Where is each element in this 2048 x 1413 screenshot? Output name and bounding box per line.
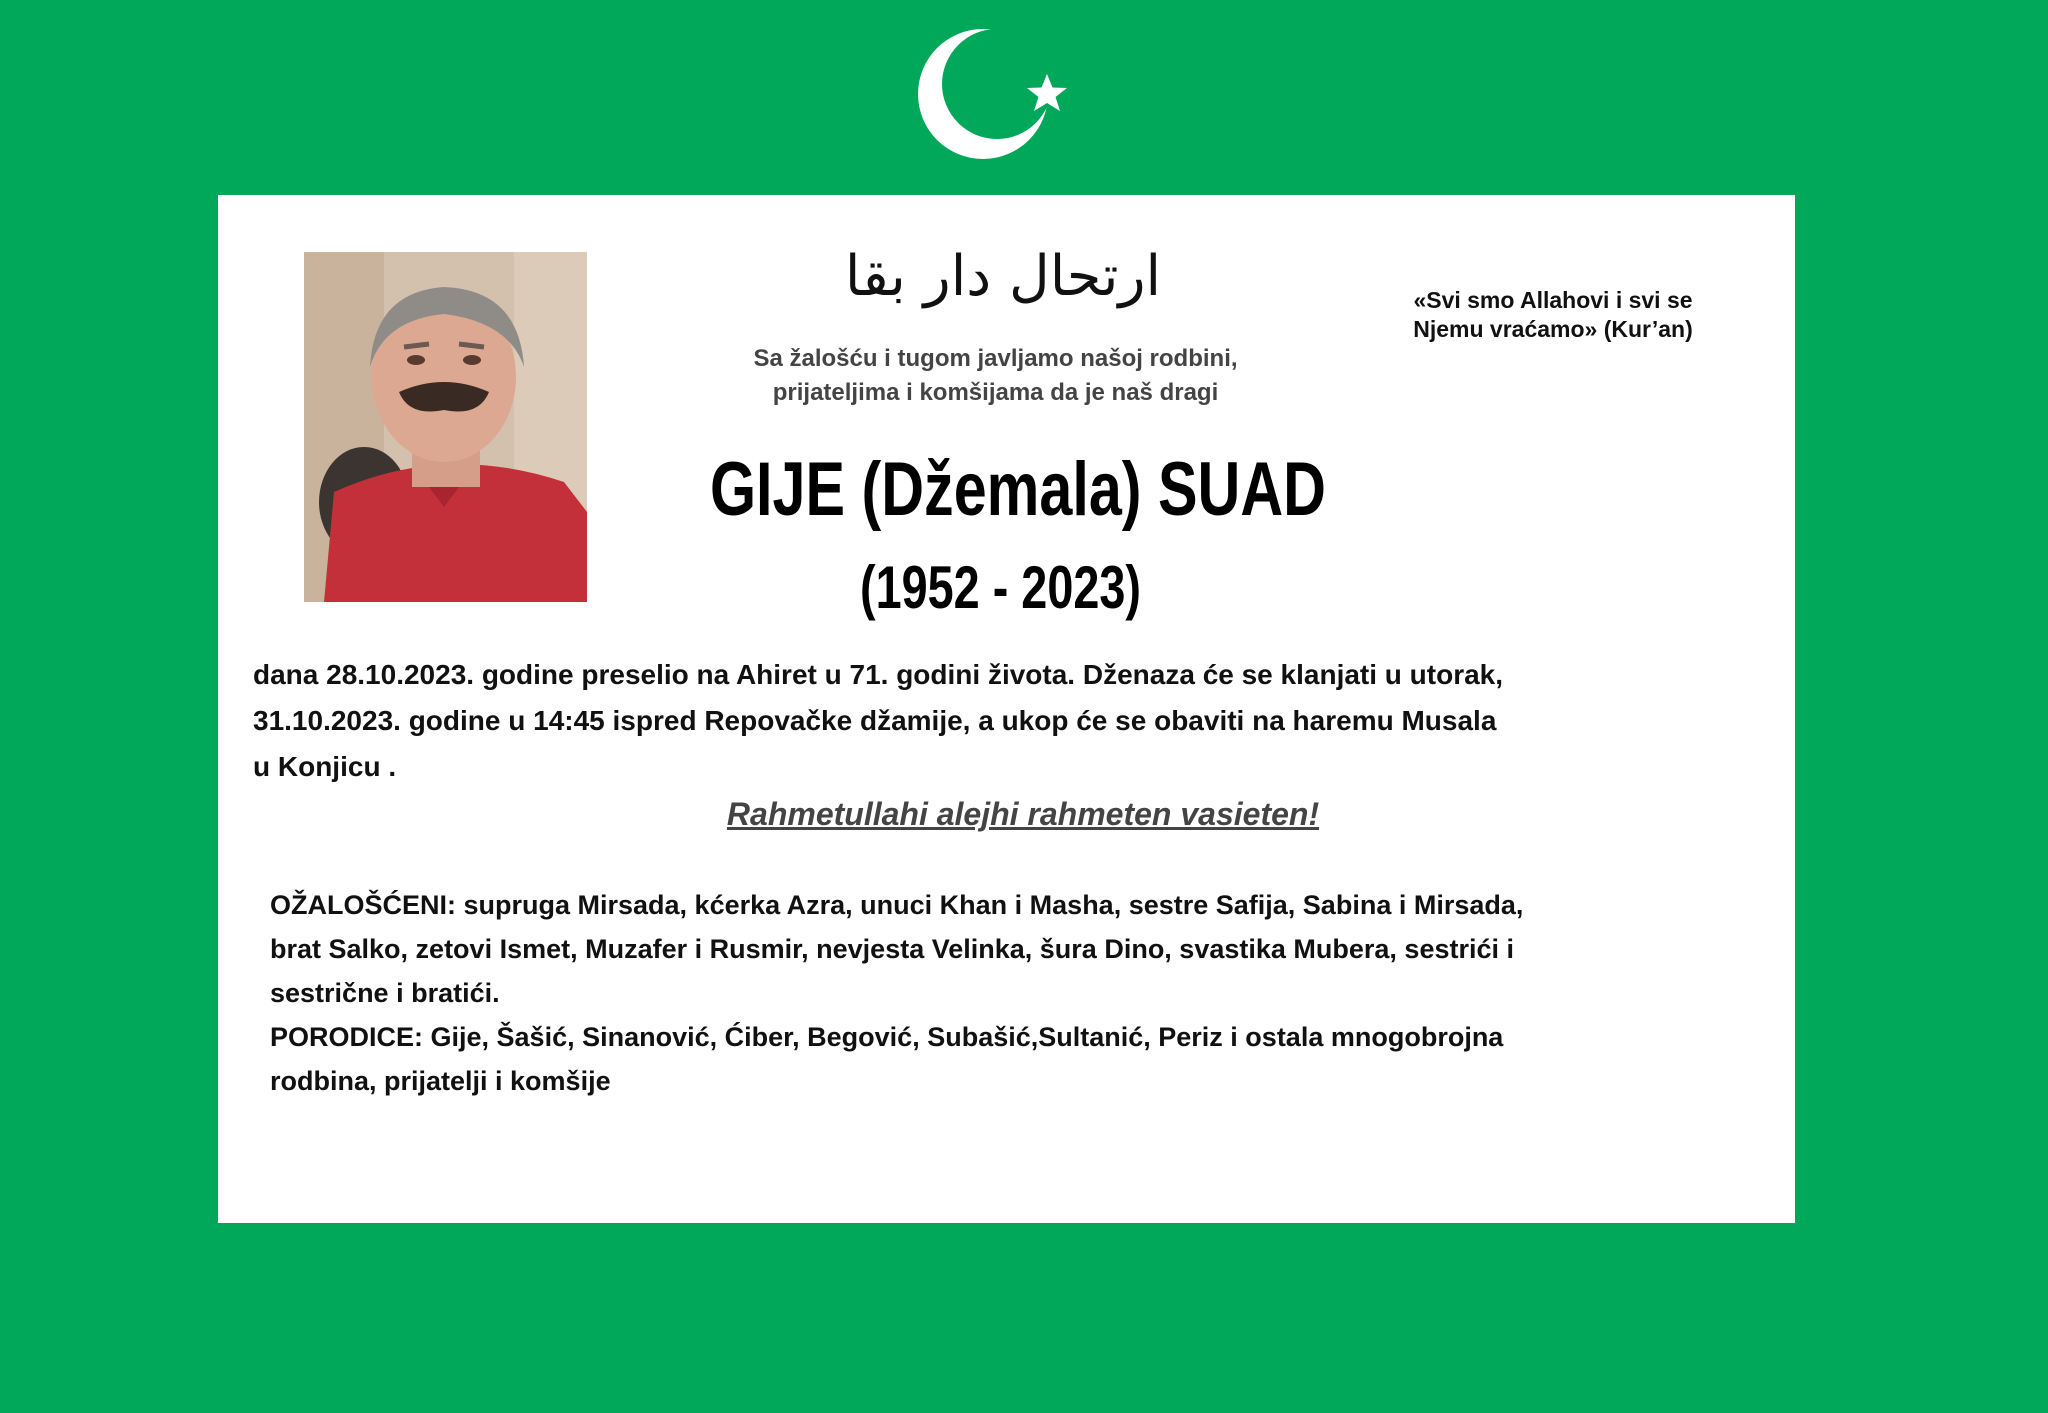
arabic-calligraphy — [844, 225, 1162, 325]
portrait-photo — [304, 252, 587, 602]
quran-quote — [1373, 286, 1733, 344]
announcement-line-1: dana 28.10.2023. godine preselio na Ahiret u 71. godini života. Dženaza će se klanjati u utorak, — [253, 659, 1504, 690]
quote-line-2: Njemu vraćamo» (Kur’an) — [1413, 316, 1693, 342]
mourners-line-3: sestrične i bratići. — [270, 978, 500, 1008]
crescent-star-icon — [915, 22, 1080, 167]
prayer-text: Rahmetullahi alejhi rahmeten vasieten! — [726, 796, 1320, 832]
calligraphy-text: ارتحال دار بقا — [844, 244, 1162, 309]
mourners-line-1: OŽALOŠĆENI: supruga Mirsada, kćerka Azra, unuci Khan i Masha, sestre Safija, Sabina i Mirsada, — [270, 890, 1524, 920]
intro-text — [688, 342, 1303, 410]
mourners-line-4: PORODICE: Gije, Šašić, Sinanović, Ćiber, Begović, Subašić,Sultanić, Periz i ostala mnogobrojna — [270, 1022, 1504, 1052]
announcement-text — [253, 652, 1773, 790]
announcement-line-2: 31.10.2023. godine u 14:45 ispred Repovačke džamije, a ukop će se obaviti na haremu Musala — [253, 705, 1497, 736]
announcement-line-3: u Konjicu . — [253, 751, 397, 782]
obituary-card — [218, 195, 1795, 1223]
deceased-name: GIJE (Džemala) SUAD — [709, 447, 1326, 532]
deceased-years: (1952 - 2023) — [860, 554, 1141, 621]
mourners-line-2: brat Salko, zetovi Ismet, Muzafer i Rusmir, nevjesta Velinka, šura Dino, svastika Mubera, sestrići i — [270, 934, 1514, 964]
intro-line-1: Sa žalošću i tugom javljamo našoj rodbini, — [753, 345, 1238, 372]
quote-line-1: «Svi smo Allahovi i svi se — [1413, 287, 1693, 313]
mourners-list — [270, 883, 1750, 1103]
mourners-line-5: rodbina, prijatelji i komšije — [270, 1066, 611, 1096]
intro-line-2: prijateljima i komšijama da je naš dragi — [772, 379, 1219, 406]
